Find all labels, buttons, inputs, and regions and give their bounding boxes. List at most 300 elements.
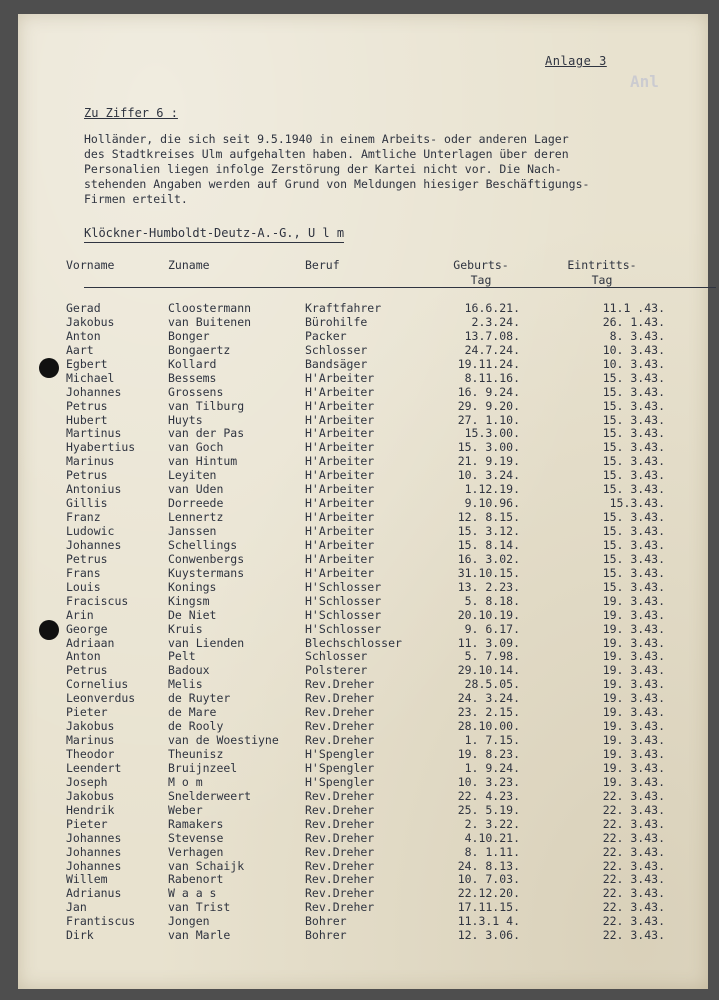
cell-zuname: Janssen [168,524,217,538]
cell-geburtstag: 12. 3.06. [457,928,520,943]
cell-beruf: Rev.Dreher [305,844,375,859]
cell-zuname: Conwenbergs [168,551,245,566]
cell-vorname: Petrus [66,468,108,483]
cell-vorname: Petrus [66,663,108,678]
table-row [18,914,708,928]
cell-eintrittstag: 19. 3.43. [602,774,665,789]
cell-geburtstag: 11. 3.09. [457,635,520,650]
cell-eintrittstag: 8. 3.43. [609,328,665,343]
cell-eintrittstag: 10. 3.43. [602,342,665,357]
cell-eintrittstag: 15. 3.43. [602,468,665,483]
header-rule [84,287,716,288]
cell-beruf: Rev.Dreher [305,677,375,692]
cell-geburtstag: 4.10.21. [464,830,520,845]
cell-beruf: H'Arbeiter [305,496,375,511]
cell-vorname: Fraciscus [66,593,129,608]
table-row [18,357,708,371]
punch-hole [39,620,59,640]
cell-beruf: Packer [305,328,347,343]
cell-vorname: Petrus [66,398,108,413]
cell-zuname: M o m [168,774,203,789]
cell-zuname: Konings [168,579,217,594]
cell-zuname: Kingsm [168,593,210,608]
cell-zuname: Grossens [168,384,224,399]
document-page [18,14,708,989]
cell-beruf: Rev.Dreher [305,788,375,803]
cell-zuname: de Rooly [168,719,224,734]
col-header-eintrittstag [552,258,652,288]
cell-eintrittstag: 15. 3.43. [602,510,665,525]
cell-eintrittstag: 15. 3.43. [602,398,665,413]
cell-eintrittstag: 19. 3.43. [602,621,665,636]
cell-vorname: Adriaan [66,635,115,650]
cell-geburtstag: 13.7.08. [464,328,520,343]
table-row [18,761,708,775]
cell-vorname: Marinus [66,733,115,748]
cell-beruf: H'Arbeiter [305,551,375,566]
cell-zuname: de Ruyter [168,691,231,706]
cell-geburtstag: 1. 9.24. [464,760,520,775]
cell-beruf: H'Schlosser [305,593,382,608]
punch-hole [39,358,59,378]
table-row [18,886,708,900]
cell-zuname: van Buitenen [168,314,252,329]
col-header-vorname: Vorname [66,258,115,272]
cell-eintrittstag: 15. 3.43. [602,412,665,427]
cell-eintrittstag: 22. 3.43. [602,858,665,873]
cell-geburtstag: 15.3.00. [464,426,520,441]
cell-geburtstag: 9.10.96. [464,496,520,511]
cell-beruf: Rev.Dreher [305,719,375,734]
cell-geburtstag: 28.10.00. [457,719,520,734]
cell-eintrittstag: 19. 3.43. [602,719,665,734]
table-row [18,691,708,705]
table-row [18,454,708,468]
cell-geburtstag: 19.11.24. [457,356,520,371]
cell-geburtstag: 24. 3.24. [457,691,520,706]
table-row [18,468,708,482]
intro-line: Holländer, die sich seit 9.5.1940 in einem Arbeits- oder anderen Lager [84,132,569,146]
col-header-geburtstag [436,258,526,288]
cell-zuname: van de Woestiyne [168,733,279,748]
table-row [18,705,708,719]
cell-beruf: H'Arbeiter [305,482,375,497]
cell-zuname: Bonger [168,328,210,343]
cell-geburtstag: 27. 1.10. [457,412,520,427]
cell-eintrittstag: 19. 3.43. [602,663,665,678]
cell-zuname: Pelt [168,649,196,664]
cell-geburtstag: 11.3.1 4. [457,914,520,929]
cell-vorname: Louis [66,579,101,594]
table-row [18,733,708,747]
cell-vorname: Adrianus [66,886,122,901]
cell-geburtstag: 15. 3.00. [457,440,520,455]
cell-geburtstag: 25. 5.19. [457,802,520,817]
cell-beruf: H'Arbeiter [305,524,375,538]
table-row [18,803,708,817]
cell-eintrittstag: 22. 3.43. [602,830,665,845]
cell-eintrittstag: 15. 3.43. [602,454,665,469]
cell-eintrittstag: 22. 3.43. [602,914,665,929]
cell-vorname: Theodor [66,747,115,761]
cell-beruf: Rev.Dreher [305,705,375,720]
cell-vorname: Michael [66,370,115,385]
cell-beruf: Bandsäger [305,356,368,371]
cell-zuname: Huyts [168,412,203,427]
cell-zuname: Leyiten [168,468,217,483]
worker-table-body [18,301,708,942]
cell-zuname: van der Pas [168,426,245,441]
cell-geburtstag: 28.5.05. [464,677,520,692]
cell-geburtstag: 24.7.24. [464,342,520,357]
cell-geburtstag: 1. 7.15. [464,733,520,748]
cell-beruf: Blechschlosser [305,635,402,650]
cell-beruf: H'Schlosser [305,621,382,636]
cell-eintrittstag: 15. 3.43. [602,551,665,566]
cell-geburtstag: 2.3.24. [471,314,520,329]
cell-geburtstag: 16. 9.24. [457,384,520,399]
cell-beruf: H'Arbeiter [305,537,375,552]
cell-vorname: Gerad [66,301,101,315]
cell-zuname: Kollard [168,356,217,371]
cell-vorname: Johannes [66,844,122,859]
cell-eintrittstag: 15. 3.43. [602,565,665,580]
cell-eintrittstag: 11.1 .43. [602,301,665,315]
cell-beruf: H'Spengler [305,747,375,761]
cell-vorname: Johannes [66,858,122,873]
cell-vorname: Egbert [66,356,108,371]
cell-vorname: Jakobus [66,314,115,329]
cell-eintrittstag: 19. 3.43. [602,705,665,720]
cell-eintrittstag: 19. 3.43. [602,677,665,692]
cell-eintrittstag: 22. 3.43. [602,928,665,943]
cell-vorname: Antonius [66,482,122,497]
table-row [18,385,708,399]
table-row [18,789,708,803]
cell-zuname: van Trist [168,900,231,915]
table-row [18,928,708,942]
cell-vorname: Dirk [66,928,94,943]
cell-geburtstag: 10. 3.23. [457,774,520,789]
table-row [18,649,708,663]
cell-vorname: Jakobus [66,788,115,803]
faint-stamp: Anl [630,72,659,91]
cell-eintrittstag: 15. 3.43. [602,426,665,441]
cell-beruf: H'Spengler [305,774,375,789]
cell-eintrittstag: 15. 3.43. [602,537,665,552]
cell-zuname: Weber [168,802,203,817]
table-row [18,663,708,677]
cell-geburtstag: 8.11.16. [464,370,520,385]
cell-zuname: Bessems [168,370,217,385]
cell-beruf: Rev.Dreher [305,733,375,748]
cell-zuname: Stevense [168,830,224,845]
cell-beruf: Rev.Dreher [305,816,375,831]
company-heading: Klöckner-Humboldt-Deutz-A.-G., U l m [84,226,344,243]
table-row [18,719,708,733]
cell-geburtstag: 23. 2.15. [457,705,520,720]
cell-zuname: Bruijnzeel [168,760,238,775]
cell-beruf: Rev.Dreher [305,886,375,901]
cell-zuname: Badoux [168,663,210,678]
intro-line: stehenden Angaben werden auf Grund von Meldungen hiesiger Beschäftigungs- [84,177,590,191]
cell-zuname: van Lienden [168,635,245,650]
cell-beruf: H'Arbeiter [305,370,375,385]
cell-zuname: Dorreede [168,496,224,511]
cell-eintrittstag: 15. 3.43. [602,440,665,455]
table-row [18,371,708,385]
col-header-eintrittstag-line1: Eintritts- [567,258,637,272]
cell-vorname: Arin [66,607,94,622]
cell-vorname: Anton [66,328,101,343]
cell-eintrittstag: 26. 1.43. [602,314,665,329]
cell-beruf: Polsterer [305,663,368,678]
cell-eintrittstag: 19. 3.43. [602,760,665,775]
intro-line: des Stadtkreises Ulm aufgehalten haben. Amtliche Unterlagen über deren [84,147,569,161]
cell-vorname: Martinus [66,426,122,441]
cell-geburtstag: 19. 8.23. [457,747,520,761]
cell-beruf: H'Arbeiter [305,384,375,399]
cell-vorname: Pieter [66,816,108,831]
cell-beruf: Rev.Dreher [305,872,375,887]
cell-beruf: Schlosser [305,649,368,664]
cell-vorname: Petrus [66,551,108,566]
cell-eintrittstag: 22. 3.43. [602,816,665,831]
table-row [18,608,708,622]
intro-line: Firmen erteilt. [84,192,188,206]
cell-eintrittstag: 15. 3.43. [602,482,665,497]
cell-eintrittstag: 22. 3.43. [602,844,665,859]
table-row [18,775,708,789]
cell-vorname: Joseph [66,774,108,789]
cell-beruf: H'Arbeiter [305,565,375,580]
cell-beruf: Kraftfahrer [305,301,382,315]
table-row [18,510,708,524]
cell-vorname: Franz [66,510,101,525]
cell-zuname: van Goch [168,440,224,455]
cell-vorname: Cornelius [66,677,129,692]
cell-zuname: Kruis [168,621,203,636]
cell-zuname: Verhagen [168,844,224,859]
cell-zuname: Bongaertz [168,342,231,357]
cell-vorname: Leendert [66,760,122,775]
cell-vorname: Aart [66,342,94,357]
cell-vorname: Marinus [66,454,115,469]
cell-geburtstag: 12. 8.15. [457,510,520,525]
cell-eintrittstag: 19. 3.43. [602,607,665,622]
cell-vorname: Johannes [66,537,122,552]
cell-vorname: George [66,621,108,636]
cell-zuname: van Hintum [168,454,238,469]
cell-beruf: Bohrer [305,914,347,929]
col-header-geburtstag-line2: Tag [470,273,492,287]
col-header-beruf: Beruf [305,258,340,272]
cell-geburtstag: 22. 4.23. [457,788,520,803]
cell-beruf: Rev.Dreher [305,830,375,845]
col-header-eintrittstag-line2: Tag [591,273,613,287]
cell-eintrittstag: 19. 3.43. [602,733,665,748]
table-row [18,677,708,691]
cell-zuname: Schellings [168,537,238,552]
cell-zuname: Lennertz [168,510,224,525]
table-row [18,552,708,566]
cell-eintrittstag: 15. 3.43. [602,370,665,385]
cell-vorname: Pieter [66,705,108,720]
cell-eintrittstag: 15.3.43. [609,496,665,511]
cell-geburtstag: 5. 7.98. [464,649,520,664]
cell-vorname: Johannes [66,384,122,399]
cell-eintrittstag: 10. 3.43. [602,356,665,371]
cell-beruf: H'Arbeiter [305,454,375,469]
cell-beruf: H'Arbeiter [305,426,375,441]
section-heading: Zu Ziffer 6 : [84,106,178,120]
table-row [18,440,708,454]
table-row [18,872,708,886]
table-row [18,329,708,343]
col-header-zuname: Zuname [168,258,210,272]
cell-zuname: Snelderweert [168,788,252,803]
cell-vorname: Hubert [66,412,108,427]
cell-eintrittstag: 19. 3.43. [602,649,665,664]
table-row [18,566,708,580]
cell-geburtstag: 8. 1.11. [464,844,520,859]
cell-eintrittstag: 22. 3.43. [602,886,665,901]
cell-vorname: Gillis [66,496,108,511]
cell-geburtstag: 17.11.15. [457,900,520,915]
cell-zuname: de Mare [168,705,217,720]
cell-zuname: W a a s [168,886,217,901]
cell-zuname: Ramakers [168,816,224,831]
cell-geburtstag: 29.10.14. [457,663,520,678]
cell-vorname: Frans [66,565,101,580]
table-row [18,817,708,831]
cell-eintrittstag: 22. 3.43. [602,872,665,887]
cell-geburtstag: 16. 3.02. [457,551,520,566]
cell-zuname: van Tilburg [168,398,245,413]
cell-beruf: H'Arbeiter [305,468,375,483]
attachment-label: Anlage 3 [545,54,607,68]
cell-vorname: Hendrik [66,802,115,817]
cell-beruf: H'Arbeiter [305,510,375,525]
cell-beruf: H'Spengler [305,760,375,775]
cell-vorname: Leonverdus [66,691,136,706]
cell-geburtstag: 21. 9.19. [457,454,520,469]
cell-beruf: Rev.Dreher [305,691,375,706]
cell-zuname: De Niet [168,607,217,622]
cell-beruf: Rev.Dreher [305,858,375,873]
cell-beruf: H'Schlosser [305,607,382,622]
cell-eintrittstag: 22. 3.43. [602,802,665,817]
cell-vorname: Johannes [66,830,122,845]
cell-beruf: Rev.Dreher [305,900,375,915]
table-row [18,636,708,650]
cell-zuname: Theunisz [168,747,224,761]
table-row [18,831,708,845]
cell-vorname: Jan [66,900,87,915]
cell-beruf: H'Schlosser [305,579,382,594]
cell-beruf: H'Arbeiter [305,398,375,413]
cell-eintrittstag: 15. 3.43. [602,579,665,594]
cell-zuname: Kuystermans [168,565,245,580]
table-row [18,747,708,761]
cell-vorname: Frantiscus [66,914,136,929]
cell-vorname: Jakobus [66,719,115,734]
col-header-geburtstag-line1: Geburts- [453,258,509,272]
table-row [18,399,708,413]
cell-eintrittstag: 19. 3.43. [602,635,665,650]
cell-zuname: van Marle [168,928,231,943]
table-row [18,538,708,552]
cell-eintrittstag: 19. 3.43. [602,747,665,761]
table-row [18,343,708,357]
table-row [18,622,708,636]
table-row [18,859,708,873]
cell-eintrittstag: 19. 3.43. [602,593,665,608]
table-row [18,413,708,427]
cell-eintrittstag: 22. 3.43. [602,900,665,915]
cell-zuname: Melis [168,677,203,692]
cell-geburtstag: 10. 3.24. [457,468,520,483]
table-row [18,900,708,914]
intro-line: Personalien liegen infolge Zerstörung der Kartei nicht vor. Die Nach- [84,162,562,176]
cell-vorname: Hyabertius [66,440,136,455]
cell-geburtstag: 1.12.19. [464,482,520,497]
table-row [18,482,708,496]
table-row [18,580,708,594]
table-row [18,524,708,538]
table-row [18,315,708,329]
cell-beruf: Schlosser [305,342,368,357]
cell-geburtstag: 15. 3.12. [457,524,520,538]
cell-geburtstag: 22.12.20. [457,886,520,901]
cell-geburtstag: 29. 9.20. [457,398,520,413]
cell-geburtstag: 9. 6.17. [464,621,520,636]
intro-paragraph [84,132,714,207]
cell-beruf: Bürohilfe [305,314,368,329]
cell-eintrittstag: 15. 3.43. [602,384,665,399]
cell-geburtstag: 2. 3.22. [464,816,520,831]
cell-beruf: H'Arbeiter [305,440,375,455]
cell-geburtstag: 24. 8.13. [457,858,520,873]
cell-geburtstag: 20.10.19. [457,607,520,622]
cell-beruf: Bohrer [305,928,347,943]
table-row [18,426,708,440]
cell-zuname: van Uden [168,482,224,497]
cell-geburtstag: 5. 8.18. [464,593,520,608]
cell-geburtstag: 10. 7.03. [457,872,520,887]
cell-geburtstag: 13. 2.23. [457,579,520,594]
cell-beruf: H'Arbeiter [305,412,375,427]
cell-eintrittstag: 19. 3.43. [602,691,665,706]
cell-geburtstag: 15. 8.14. [457,537,520,552]
cell-zuname: van Schaijk [168,858,245,873]
cell-vorname: Anton [66,649,101,664]
cell-eintrittstag: 22. 3.43. [602,788,665,803]
cell-eintrittstag: 15. 3.43. [602,524,665,538]
cell-zuname: Jongen [168,914,210,929]
cell-vorname: Willem [66,872,108,887]
cell-zuname: Cloostermann [168,301,252,315]
cell-geburtstag: 31.10.15. [457,565,520,580]
cell-zuname: Rabenort [168,872,224,887]
cell-vorname: Ludowic [66,524,115,538]
table-row [18,594,708,608]
table-row [18,301,708,315]
cell-beruf: Rev.Dreher [305,802,375,817]
cell-geburtstag: 16.6.21. [464,301,520,315]
table-row [18,496,708,510]
table-row [18,845,708,859]
